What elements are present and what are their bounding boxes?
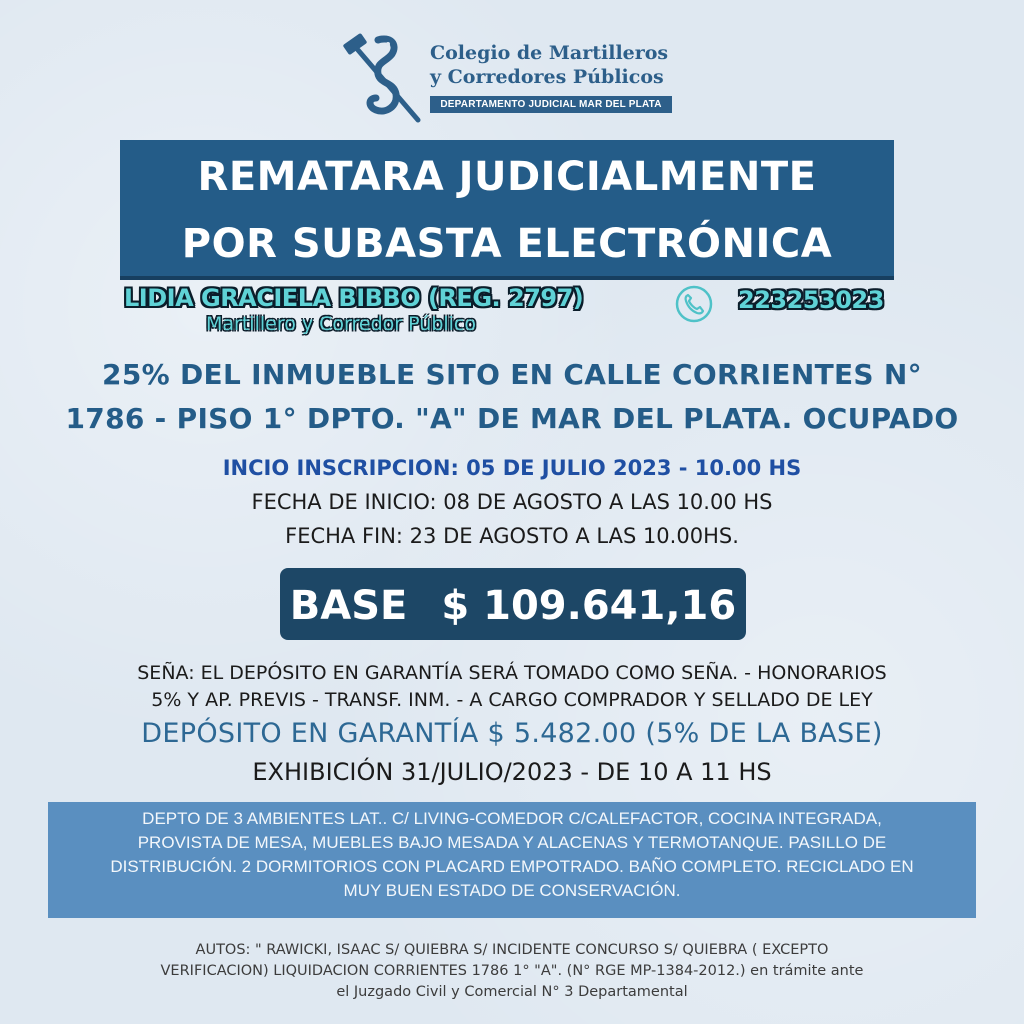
case-footer [0,940,1024,1003]
auctioneer-title: Martillero y Corredor Público [206,313,477,335]
footer-line-2: VERIFICACION) LIQUIDACION CORRIENTES 1786 1° "A". (N° RGE MP-1384-2012.) en trámite ante [160,963,864,979]
description-line-1: DEPTO DE 3 AMBIENTES LAT.. C/ LIVING-COMEDOR C/CALEFACTOR, COCINA INTEGRADA, [142,809,882,828]
description-line-4: MUY BUEN ESTADO DE CONSERVACIÓN. [343,881,681,900]
terms-line-1: SEÑA: EL DEPÓSITO EN GARANTÍA SERÁ TOMADO COMO SEÑA. - HONORARIOS [137,662,887,684]
base-price-box [280,568,746,640]
logo-line-1: Colegio de Martilleros [430,42,669,64]
headline-line-1: REMATARA JUDICIALMENTE [120,140,894,216]
logo-line-2: y Corredores Públicos [430,66,664,88]
end-date: FECHA FIN: 23 DE AGOSTO A LAS 10.00HS. [285,524,739,548]
college-logo [338,32,678,124]
phone-number: 223253023 [738,286,884,314]
base-amount: $ 109.641,16 [441,583,737,629]
base-label: BASE [289,583,408,629]
property-line-2: 1786 - PISO 1° DPTO. "A" DE MAR DEL PLATA. OCUPADO [65,402,959,435]
inscription-date: INCIO INSCRIPCION: 05 DE JULIO 2023 - 10.00 HS [222,456,802,480]
headline-line-2: POR SUBASTA ELECTRÓNICA [120,212,894,280]
start-date: FECHA DE INICIO: 08 DE AGOSTO A LAS 10.00 HS [251,490,773,514]
logo-department-band: DEPARTAMENTO JUDICIAL MAR DEL PLATA [430,96,672,113]
auctioneer-name: LIDIA GRACIELA BIBBO (REG. 2797) [124,284,584,312]
footer-line-1: AUTOS: " RAWICKI, ISAAC S/ QUIEBRA S/ INCIDENTE CONCURSO S/ QUIEBRA ( EXCEPTO [195,942,829,958]
property-description [48,802,976,918]
description-line-3: DISTRIBUCIÓN. 2 DORMITORIOS CON PLACARD EMPOTRADO. BAÑO COMPLETO. RECICLADO EN [110,857,914,876]
terms-line-2: 5% Y AP. PREVIS - TRANSF. INM. - A CARGO COMPRADOR Y SELLADO DE LEY [151,689,873,711]
description-line-2: PROVISTA DE MESA, MUEBLES BAJO MESADA Y ALACENAS Y TERMOTANQUE. PASILLO DE [137,833,887,852]
exhibition-info: EXHIBICIÓN 31/JULIO/2023 - DE 10 A 11 HS [252,758,772,786]
phone-icon [674,284,714,324]
property-line-1: 25% DEL INMUEBLE SITO EN CALLE CORRIENTES N° [102,358,922,391]
footer-line-3: el Juzgado Civil y Comercial N° 3 Departamental [336,984,688,1000]
gavel-seahorse-icon [338,32,424,124]
deposit-terms [0,660,1024,714]
guarantee-deposit: DEPÓSITO EN GARANTÍA $ 5.482.00 (5% DE LA BASE) [141,718,883,749]
